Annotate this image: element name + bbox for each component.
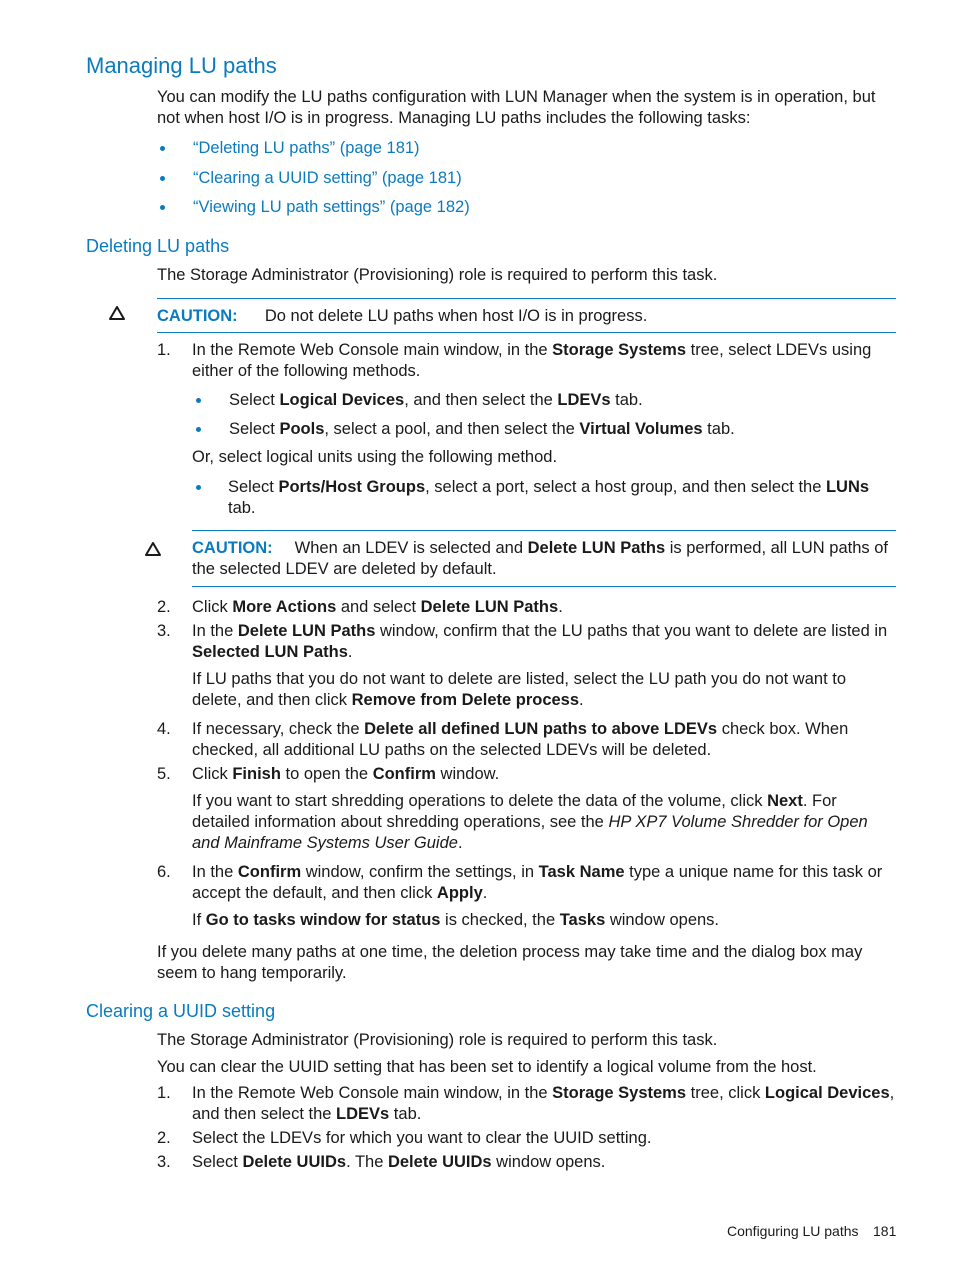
uuid-step-3 [157,1152,897,1173]
caution-triangle-icon [108,305,126,321]
caution-bottom-rule [157,332,896,333]
bullet-icon [160,205,165,210]
step-2 [157,597,897,618]
step-number: 2. [157,598,171,616]
uuid-step-1 [157,1083,897,1127]
step-text: In the Remote Web Console main window, in the Storage Systems tree, click Logical Devices, and then select the LDEVs tab. [192,1084,895,1123]
step-number: 3. [157,1153,171,1171]
caution-top-rule [192,530,896,531]
bullet-icon [160,176,165,181]
step-number: 2. [157,1129,171,1147]
step-number: 5. [157,765,171,783]
method-item: Select Ports/Host Groups, select a port, select a host group, and then select the LUNs tab. [193,477,897,521]
bullet-icon [160,146,165,151]
step-text: Select Delete UUIDs. The Delete UUIDs window opens. [192,1153,606,1171]
caution-box-2: CAUTION: When an LDEV is selected and Delete LUN Paths is performed, all LUN paths of the selected LDEV are deleted by default. [192,539,889,578]
step-4 [157,719,897,763]
step-6 [157,862,897,906]
role-requirement: The Storage Administrator (Provisioning) role is required to perform this task. [157,266,718,284]
bullet-icon [196,485,201,490]
step-number: 1. [157,1084,171,1102]
caution-bottom-rule [192,586,896,587]
step-note: If LU paths that you do not want to delete are listed, select the LU path you do not want to delete, and then click Remove from Delete process. [192,670,846,709]
step-number: 1. [157,341,171,359]
bullet-icon [196,427,201,432]
caution-triangle-icon [144,541,162,557]
uuid-description: You can clear the UUID setting that has been set to identify a logical volume from the host. [157,1058,817,1076]
step-5 [157,764,897,785]
caution-text: Do not delete LU paths when host I/O is in progress. [264,307,648,325]
step-text: Click More Actions and select Delete LUN Paths. [192,598,563,616]
caution-box-1 [157,306,647,327]
intro-paragraph: You can modify the LU paths configuration with LUN Manager when the system is in operation, but not when host I/O is in progress. Managing LU paths includes the following tasks: [157,88,876,127]
step-number: 6. [157,863,171,881]
task-link[interactable]: “Viewing LU path settings” (page 182) [193,198,470,216]
step-number: 3. [157,622,171,640]
page-title: Managing LU paths [86,53,277,78]
caution-label: CAUTION: [192,539,273,557]
section-heading-deleting: Deleting LU paths [86,236,230,256]
section-heading-uuid: Clearing a UUID setting [86,1001,276,1021]
step-text: In the Delete LUN Paths window, confirm that the LU paths that you want to delete are listed in Selected LUN Paths. [192,622,888,661]
step-3 [157,621,897,665]
alt-method-text: Or, select logical units using the following method. [192,448,558,466]
bullet-icon [196,398,201,403]
step-note: If Go to tasks window for status is checked, the Tasks window opens. [192,911,720,929]
closing-paragraph: If you delete many paths at one time, the deletion process may take time and the dialog box may seem to hang temporarily. [157,943,863,982]
caution-top-rule [157,298,896,299]
uuid-step-2 [157,1128,897,1149]
step-text: If necessary, check the Delete all defined LUN paths to above LDEVs check box. When checked, all additional LU paths on the selected LDEVs will be deleted. [192,720,849,759]
page-number: 181 [873,1223,897,1239]
step-note: If you want to start shredding operations to delete the data of the volume, click Next. For detailed information about shredding operations, see the HP XP7 Volume Shredder for Open and Mainframe Systems User Guide. [192,792,868,852]
step-text: In the Confirm window, confirm the settings, in Task Name type a unique name for this task or accept the default, and then click Apply. [192,863,883,902]
caution-label: CAUTION: [157,307,238,325]
step-number: 4. [157,720,171,738]
role-requirement: The Storage Administrator (Provisioning) role is required to perform this task. [157,1031,718,1049]
task-link[interactable]: “Clearing a UUID setting” (page 181) [193,169,462,187]
step-text: Select the LDEVs for which you want to clear the UUID setting. [192,1129,652,1147]
task-link[interactable]: “Deleting LU paths” (page 181) [193,139,420,157]
step-text: Click Finish to open the Confirm window. [192,765,500,783]
step-1 [157,340,897,384]
footer-section-title: Configuring LU paths [727,1223,859,1239]
step-text: In the Remote Web Console main window, in the Storage Systems tree, select LDEVs using either of the following methods. [192,341,872,380]
